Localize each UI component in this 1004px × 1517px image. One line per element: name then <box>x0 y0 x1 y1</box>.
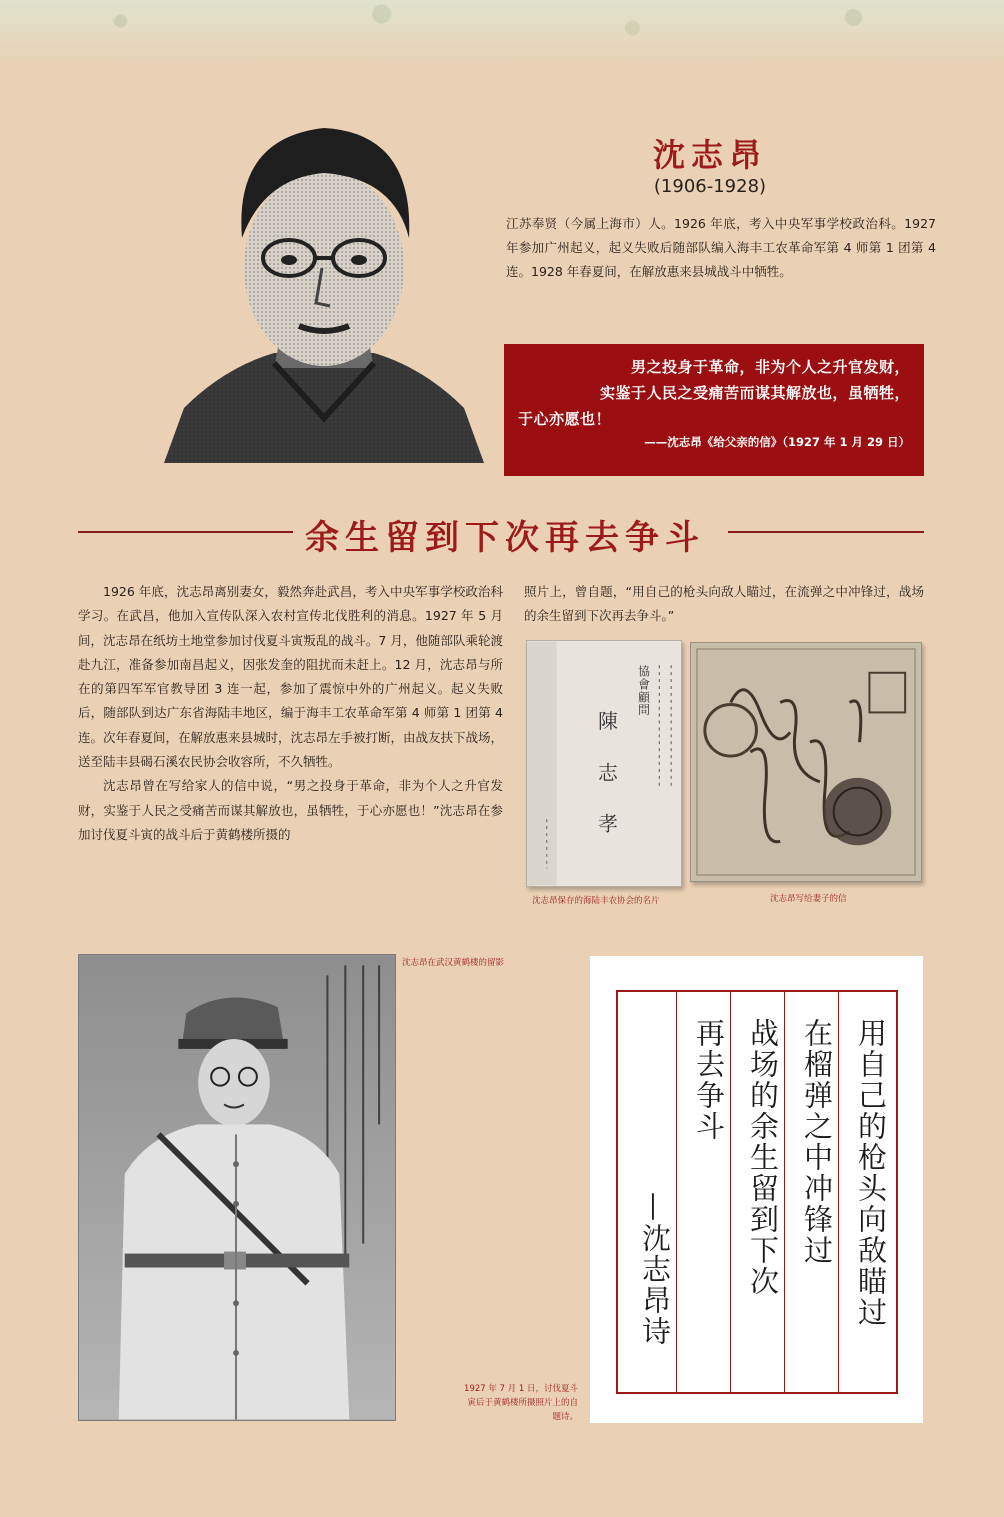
life-years: (1906-1928) <box>653 176 767 197</box>
yellow-crane-tower-photo <box>78 954 396 1421</box>
quote-source: ——沈志昂《给父亲的信》（1927 年 1 月 29 日） <box>644 435 910 449</box>
body-column-right: 照片上，曾自题，“用自己的枪头向敌人瞄过，在流弹之中冲锋过，战场的余生留到下次再去争斗。” <box>524 584 924 624</box>
poem-frame <box>616 990 898 1394</box>
body-paragraph: 沈志昂曾在写给家人的信中说，“男之投身于革命，非为个人之升官发财，实鉴于人民之受痛苦而谋其解放也，虽牺牲，于心亦愿也！”沈志昂在参加讨伐夏斗寅的战斗后于黄鹤楼所摄的 <box>78 778 503 842</box>
heading-rule-right <box>728 531 924 533</box>
letter-photo <box>690 642 922 882</box>
poem-signature: —沈志昂诗 <box>638 1192 672 1347</box>
quote-box <box>504 344 924 476</box>
poem-line: 再去争斗 <box>692 1018 726 1142</box>
quote-line: 男之投身于革命，非为个人之升官发财， <box>630 358 910 376</box>
heading-rule-left <box>78 531 293 533</box>
quote-line: 于心亦愿也！ <box>518 410 612 428</box>
top-decorative-band <box>0 0 1004 70</box>
person-name: 沈志昂 <box>652 136 767 174</box>
main-photo-caption: 沈志昂在武汉黄鹤楼的留影 <box>402 958 505 968</box>
card-title: 協會顧問 <box>636 665 651 717</box>
body-column-left <box>78 580 503 847</box>
poem-line: 战场的余生留到下次 <box>746 1018 780 1297</box>
card-name: 陳 志 孝 <box>594 710 618 840</box>
name-card-photo <box>526 640 682 887</box>
poem-line: 在榴弹之中冲锋过 <box>800 1018 834 1266</box>
poem-card <box>590 956 923 1423</box>
portrait-photo <box>164 118 484 463</box>
body-paragraph: 1926 年底，沈志昂离别妻女，毅然奔赴武昌，考入中央军事学校政治科学习。在武昌，他加入宣传队深入农村宣传北伐胜利的消息。1927 年 5 月间，沈志昂在纸坊土地堂参加讨伐夏斗寅叛乱的战斗。7 月，他随部队乘轮渡赴九江，准备参加南昌起义，因张发奎的阻扰而未赶上。12 月，沈志昂与所在的第四军军官教导团 3 连一起，参加了震惊中外的广州起义。起义失败后，随部队到达广东省海陆丰地区，编于海丰工农革命军第 4 师第 1 团第 4 连。次年春夏间，在解放惠来县城时，沈志昂左手被打断，由战友扶下战场，送至陆丰县碣石溪农民协会收容所，不久牺牲。 <box>78 584 504 770</box>
quote-line: 实鉴于人民之受痛苦而谋其解放也，虽牺牲， <box>599 384 910 402</box>
section-title: 余生留到下次再去争斗 <box>305 518 705 558</box>
inscription-caption: 1927 年 7 月 1 日，讨伐夏斗寅后于黄鹤楼所摄照片上的自题诗。 <box>464 1384 578 1422</box>
biography-text: 江苏奉贤（今属上海市）人。1926 年底，考入中央军事学校政治科。1927 年参加广州起义，起义失败后随部队编入海丰工农革命军第 4 师第 1 团第 4 连。1928 年春夏间，在解放惠来县城战斗中牺牲。 <box>506 216 936 279</box>
name-card-caption: 沈志昂保存的海陆丰农协会的名片 <box>532 896 660 906</box>
letter-caption: 沈志昂写给妻子的信 <box>770 894 847 904</box>
poem-line: 用自己的枪头向敌瞄过 <box>854 1018 888 1328</box>
